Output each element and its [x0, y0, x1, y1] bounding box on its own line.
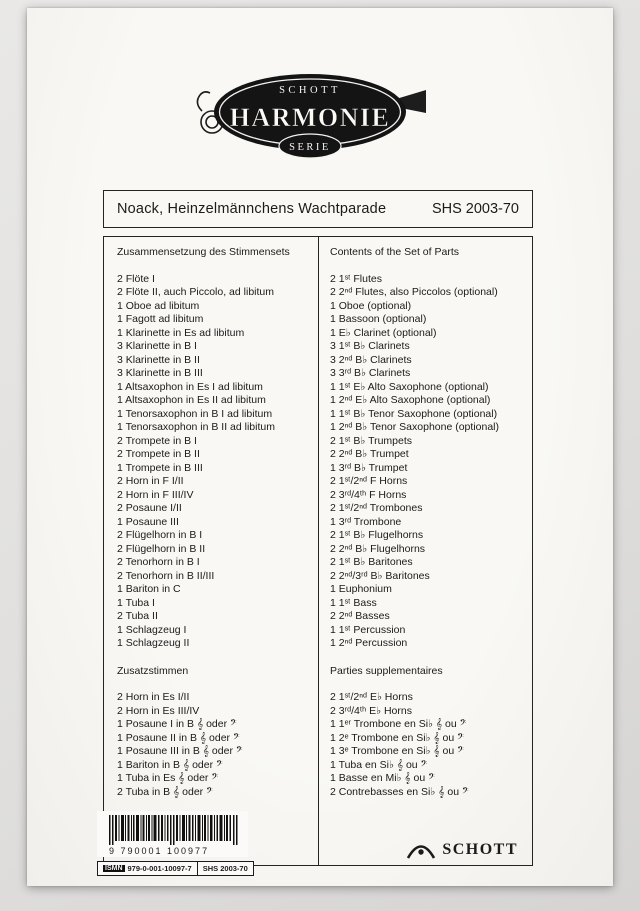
- part-line: 1 Schlagzeug I: [117, 623, 187, 636]
- part-line: 1 Tuba in Es 𝄞 oder 𝄢: [117, 772, 219, 784]
- german-column: [104, 237, 318, 865]
- harmonie-serie-logo: [190, 64, 430, 166]
- page-title: Noack, Heinzelmännchens Wachtparade: [117, 201, 387, 217]
- ismn-cell: [97, 861, 198, 876]
- part-line: 1 2ⁿᵈ B♭ Tenor Saxophone (optional): [330, 421, 499, 433]
- part-line: 1 Bariton in C: [117, 583, 181, 595]
- ean-barcode-icon: [109, 815, 240, 845]
- part-line: 3 Klarinette in B III: [117, 367, 203, 379]
- part-line: 1 3ʳᵈ Trombone: [330, 515, 402, 528]
- catalog-cell: [198, 861, 254, 876]
- logo-sub-text: SERIE: [289, 142, 331, 153]
- part-line: 2 2ⁿᵈ B♭ Flugelhorns: [330, 542, 426, 555]
- part-line: 3 3ʳᵈ B♭ Clarinets: [330, 367, 411, 379]
- part-line: 1 Posaune II in B 𝄞 oder 𝄢: [117, 731, 240, 744]
- part-line: 1 3ʳᵈ B♭ Trumpet: [330, 461, 408, 474]
- part-line: 1 Klarinette in Es ad libitum: [117, 326, 245, 339]
- part-line: 2 1ˢᵗ/2ⁿᵈ F Horns: [330, 475, 408, 487]
- part-line: 3 Klarinette in B I: [117, 340, 197, 352]
- part-line: 1 Euphonium: [330, 583, 392, 595]
- german-heading: Zusammensetzung des Stimmensets: [117, 246, 290, 258]
- part-line: 3 1ˢᵗ B♭ Clarinets: [330, 340, 410, 352]
- part-line: 2 2ⁿᵈ B♭ Trumpet: [330, 448, 409, 460]
- barcode-box: [97, 811, 248, 857]
- ismn-strip: [97, 861, 254, 876]
- part-line: 1 Posaune III: [117, 515, 179, 528]
- part-line: 1 Posaune III in B 𝄞 oder 𝄢: [117, 745, 243, 757]
- part-line: 1 2ⁿᵈ Percussion: [330, 637, 408, 649]
- german-sub-heading: Zusatzstimmen: [117, 664, 189, 677]
- part-line: 2 Tuba II: [117, 610, 158, 622]
- part-line: 1 Oboe ad libitum: [117, 299, 200, 312]
- part-line: 1 Bariton in B 𝄞 oder 𝄢: [117, 758, 223, 771]
- part-line: 2 1ˢᵗ B♭ Flugelhorns: [330, 529, 424, 541]
- part-line: 1 Altsaxophon in Es I ad libitum: [117, 380, 263, 393]
- part-line: 1 Tuba en Si♭ 𝄞 ou 𝄢: [330, 758, 428, 771]
- part-line: 2 2ⁿᵈ/3ʳᵈ B♭ Baritones: [330, 569, 430, 582]
- part-line: 3 Klarinette in B II: [117, 353, 200, 366]
- catalog-value: SHS 2003-70: [202, 864, 248, 873]
- german-parts-list: [117, 273, 314, 651]
- ismn-label: ISMN: [105, 865, 123, 872]
- part-line: 1 3ᵉ Trombone en Si♭ 𝄞 ou 𝄢: [330, 745, 464, 757]
- part-line: 2 Flöte II, auch Piccolo, ad libitum: [117, 286, 274, 298]
- french-sub-heading: Parties supplementaires: [330, 664, 443, 677]
- publisher-name: SCHOTT: [442, 841, 518, 858]
- part-line: 1 Trompete in B III: [117, 461, 203, 474]
- part-line: 1 Tuba I: [117, 596, 155, 609]
- part-line: 2 Tenorhorn in B II/III: [117, 569, 215, 582]
- logo-brand-text: SCHOTT: [279, 85, 341, 96]
- page: [27, 8, 613, 886]
- english-heading: Contents of the Set of Parts: [330, 246, 459, 258]
- part-line: 1 Bassoon (optional): [330, 313, 427, 325]
- part-line: 1 1ᵉʳ Trombone en Si♭ 𝄞 ou 𝄢: [330, 718, 467, 730]
- part-line: 2 2ⁿᵈ Flutes, also Piccolos (optional): [330, 286, 498, 298]
- part-line: 2 1ˢᵗ B♭ Baritones: [330, 556, 413, 568]
- part-line: 2 2ⁿᵈ Basses: [330, 610, 390, 622]
- parts-table: [103, 236, 533, 866]
- barcode-section: [97, 811, 254, 876]
- title-bar: [103, 190, 533, 228]
- part-line: 1 Altsaxophon in Es II ad libitum: [117, 394, 266, 406]
- part-line: 1 1ˢᵗ Bass: [330, 596, 377, 609]
- part-line: 1 Fagott ad libitum: [117, 313, 204, 325]
- english-parts-list: [330, 273, 528, 651]
- part-line: 1 2ᵉ Trombone en Si♭ 𝄞 ou 𝄢: [330, 731, 464, 744]
- catalog-number: SHS 2003-70: [431, 201, 519, 217]
- part-line: 2 Trompete in B I: [117, 434, 197, 447]
- part-line: 2 3ʳᵈ/4ᵗʰ E♭ Horns: [330, 704, 412, 717]
- part-line: 1 Oboe (optional): [330, 299, 412, 312]
- part-line: 1 E♭ Clarinet (optional): [330, 326, 437, 339]
- part-line: 1 Tenorsaxophon in B I ad libitum: [117, 407, 273, 420]
- part-line: 2 Flügelhorn in B I: [117, 529, 203, 541]
- part-line: 2 Horn in Es III/IV: [117, 704, 200, 717]
- german-extra-parts-list: [117, 691, 314, 799]
- part-line: 1 1ˢᵗ E♭ Alto Saxophone (optional): [330, 380, 489, 393]
- logo-series-text: HARMONIE: [229, 103, 391, 132]
- ismn-value: 979-0-001-10097-7: [127, 864, 192, 873]
- english-column: [318, 237, 532, 865]
- part-line: 2 Tuba in B 𝄞 oder 𝄢: [117, 785, 213, 798]
- schott-publisher-logo: [406, 838, 518, 860]
- part-line: 2 Horn in Es I/II: [117, 691, 190, 703]
- part-line: 2 Flügelhorn in B II: [117, 542, 206, 555]
- part-line: 2 Horn in F I/II: [117, 475, 184, 487]
- part-line: 1 Basse en Mi♭ 𝄞 ou 𝄢: [330, 772, 435, 784]
- part-line: 3 2ⁿᵈ B♭ Clarinets: [330, 353, 412, 366]
- schott-mark-icon: [406, 838, 436, 860]
- part-line: 2 Tenorhorn in B I: [117, 556, 200, 568]
- part-line: 1 1ˢᵗ Percussion: [330, 623, 406, 636]
- part-line: 2 1ˢᵗ/2ⁿᵈ Trombones: [330, 502, 423, 514]
- part-line: 1 2ⁿᵈ E♭ Alto Saxophone (optional): [330, 394, 491, 406]
- part-line: 2 Horn in F III/IV: [117, 488, 194, 501]
- part-line: 2 Trompete in B II: [117, 448, 200, 460]
- part-line: 2 Contrebasses en Si♭ 𝄞 ou 𝄢: [330, 785, 469, 798]
- part-line: 2 1ˢᵗ/2ⁿᵈ E♭ Horns: [330, 691, 413, 703]
- part-line: 1 Schlagzeug II: [117, 637, 190, 649]
- part-line: 1 Tenorsaxophon in B II ad libitum: [117, 421, 275, 433]
- part-line: 1 1ˢᵗ B♭ Tenor Saxophone (optional): [330, 407, 498, 420]
- barcode-digits: 9 790001 100977: [109, 846, 210, 856]
- part-line: 2 1ˢᵗ B♭ Trumpets: [330, 434, 413, 447]
- part-line: 2 1ˢᵗ Flutes: [330, 272, 382, 285]
- french-extra-parts-list: [330, 691, 528, 799]
- part-line: 2 Posaune I/II: [117, 502, 182, 514]
- part-line: 1 Posaune I in B 𝄞 oder 𝄢: [117, 718, 237, 730]
- part-line: 2 Flöte I: [117, 272, 155, 285]
- part-line: 2 3ʳᵈ/4ᵗʰ F Horns: [330, 488, 407, 501]
